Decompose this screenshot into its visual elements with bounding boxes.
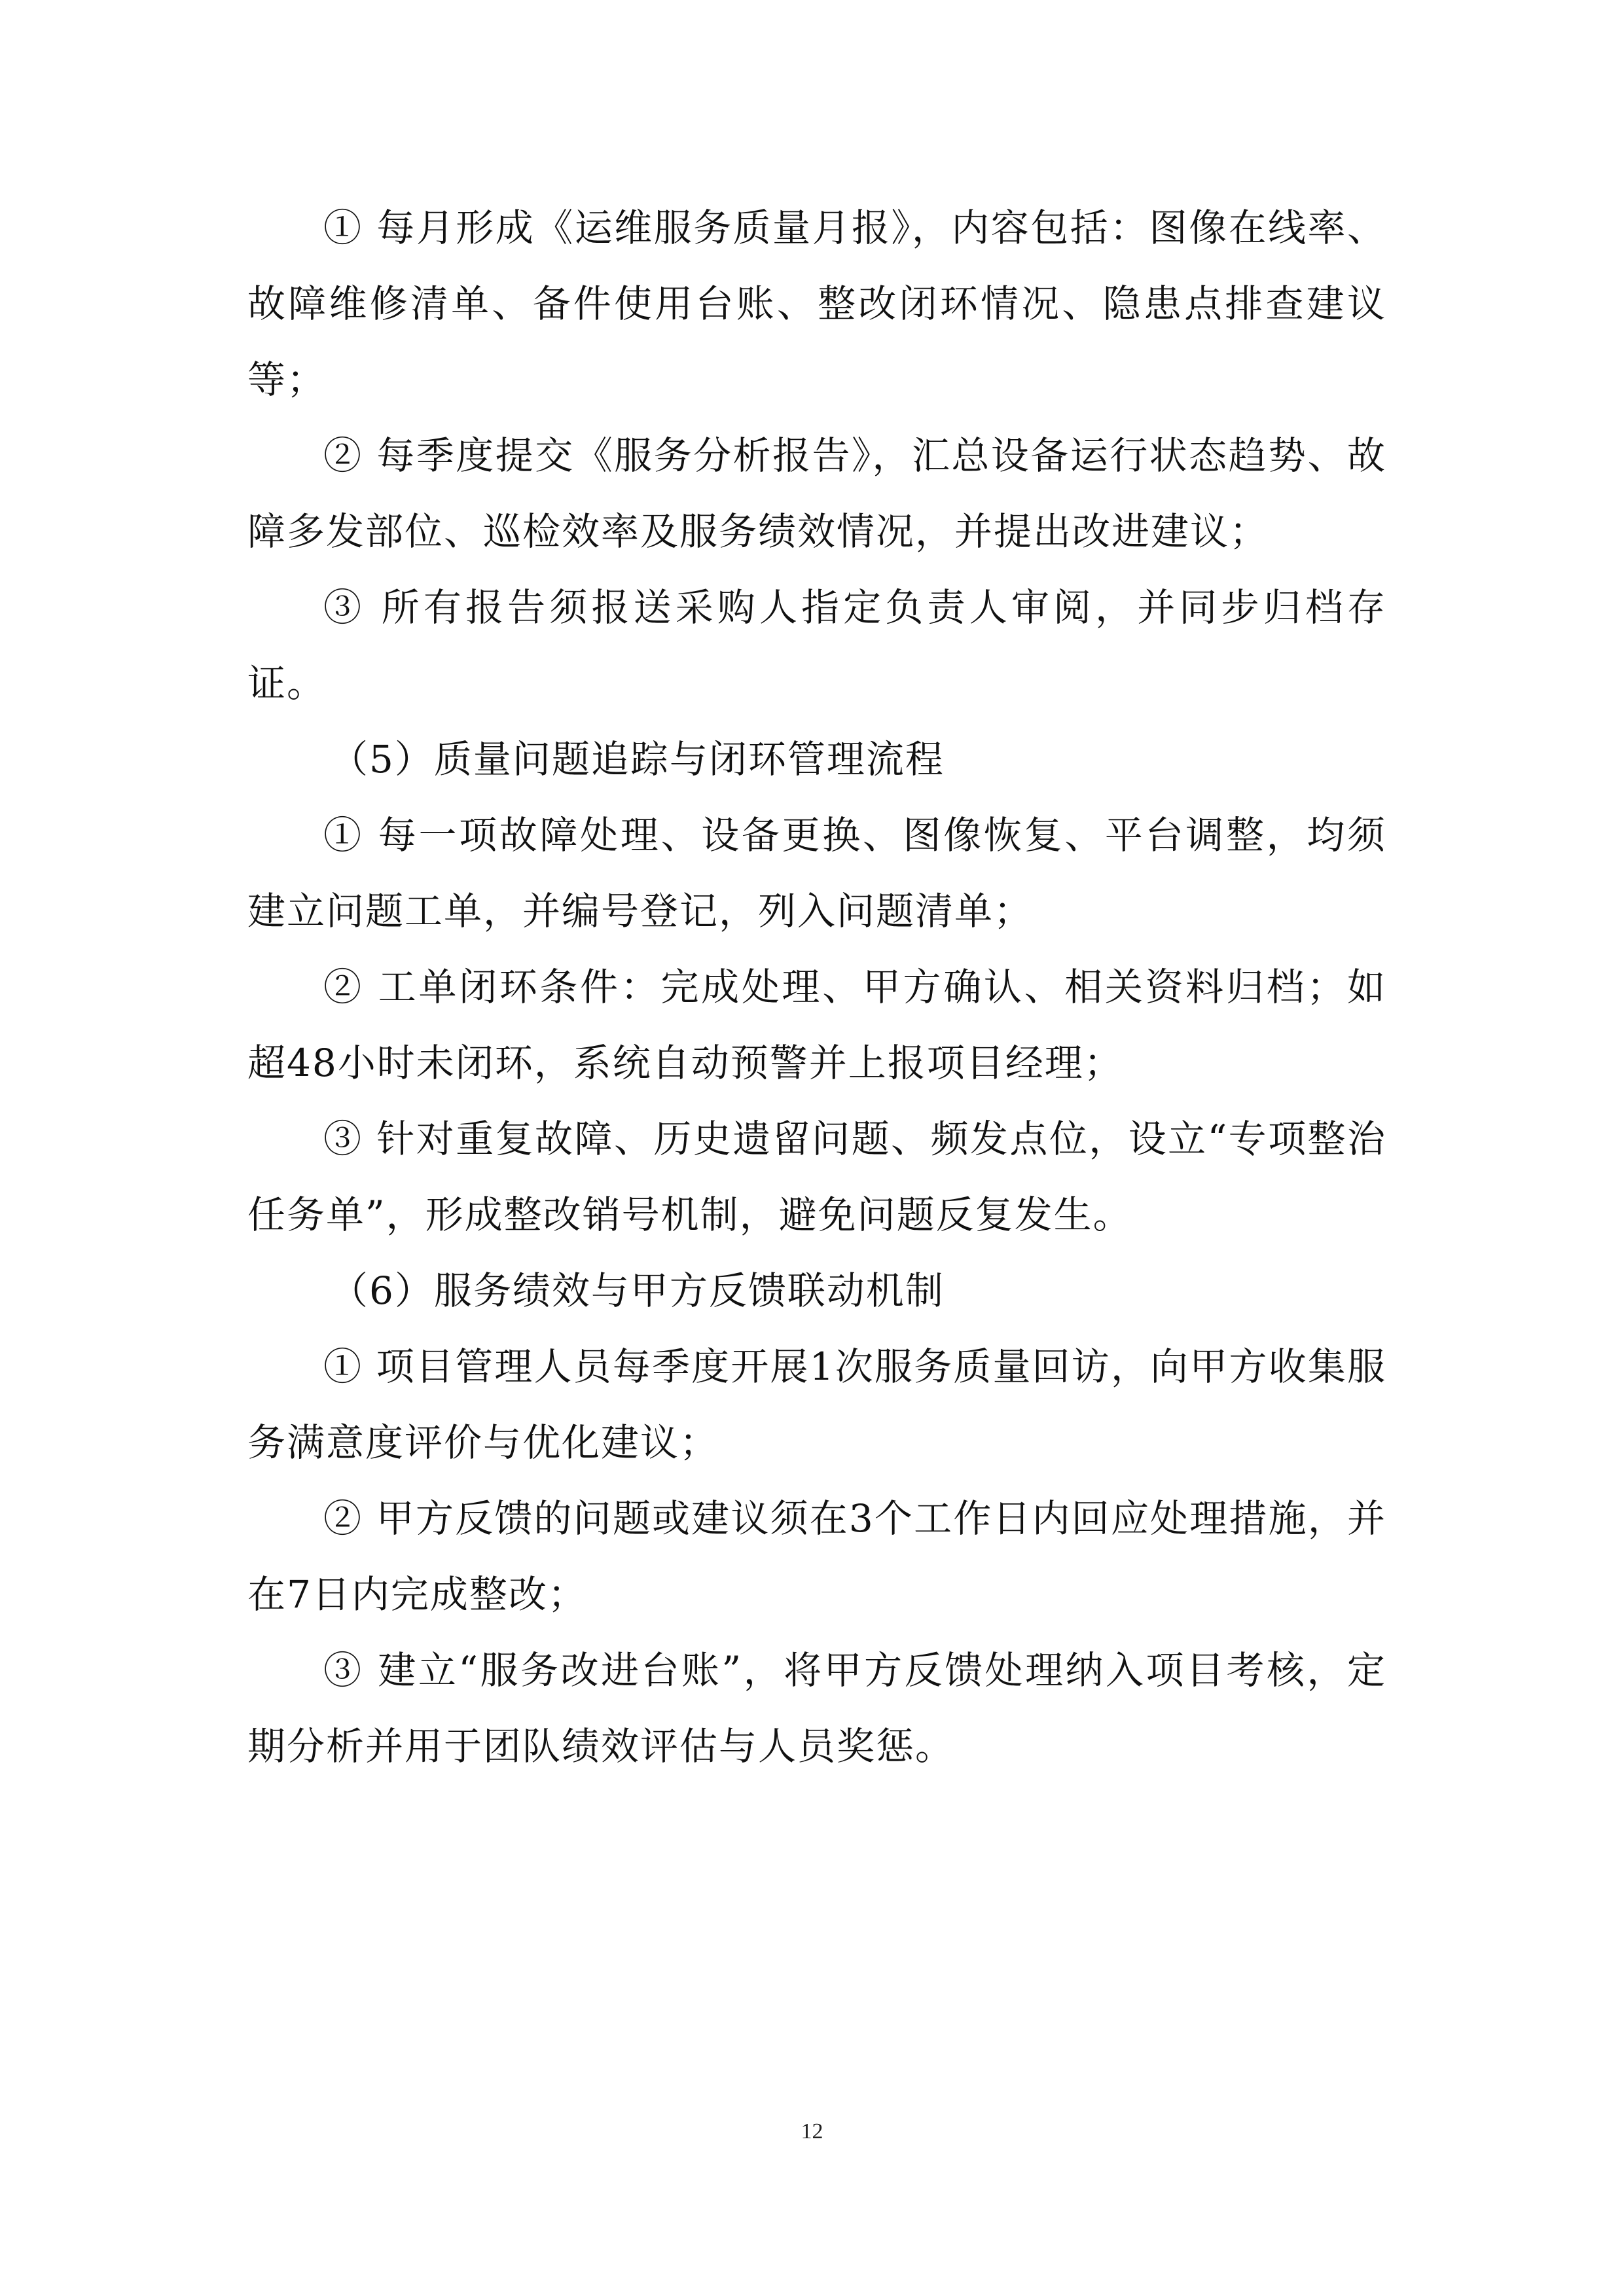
- list-item-report-review: ③ 所有报告须报送采购人指定负责人审阅，并同步归档存证。: [247, 585, 1386, 706]
- section-heading-5: （5）质量问题追踪与闭环管理流程: [330, 737, 945, 781]
- section-heading-6: （6）服务绩效与甲方反馈联动机制: [330, 1268, 945, 1313]
- list-item-closure-conditions: ② 工单闭环条件：完成处理、甲方确认、相关资料归档；如超48小时未闭环，系统自动预警并上报项目经理；: [247, 965, 1386, 1085]
- list-item-quality-visit: ① 项目管理人员每季度开展1次服务质量回访，向甲方收集服务满意度评价与优化建议；: [247, 1344, 1386, 1465]
- page-number: 12: [801, 2119, 823, 2144]
- list-item-special-task: ③ 针对重复故障、历史遗留问题、频发点位，设立“专项整治任务单”，形成整改销号机制，避免问题反复发生。: [247, 1117, 1386, 1237]
- list-item-improvement-ledger: ③ 建立“服务改进台账”，将甲方反馈处理纳入项目考核，定期分析并用于团队绩效评估与人员奖惩。: [247, 1648, 1386, 1768]
- list-item-monthly-report: ① 每月形成《运维服务质量月报》，内容包括：图像在线率、故障维修清单、备件使用台账、整改闭环情况、隐患点排查建议等；: [247, 206, 1386, 402]
- list-item-feedback-response: ② 甲方反馈的问题或建议须在3个工作日内回应处理措施，并在7日内完成整改；: [247, 1496, 1386, 1617]
- document-body: [247, 190, 1386, 1784]
- list-item-work-order: ① 每一项故障处理、设备更换、图像恢复、平台调整，均须建立问题工单，并编号登记，列入问题清单；: [247, 813, 1386, 933]
- list-item-quarterly-report: ② 每季度提交《服务分析报告》，汇总设备运行状态趋势、故障多发部位、巡检效率及服务绩效情况，并提出改进建议；: [247, 433, 1386, 554]
